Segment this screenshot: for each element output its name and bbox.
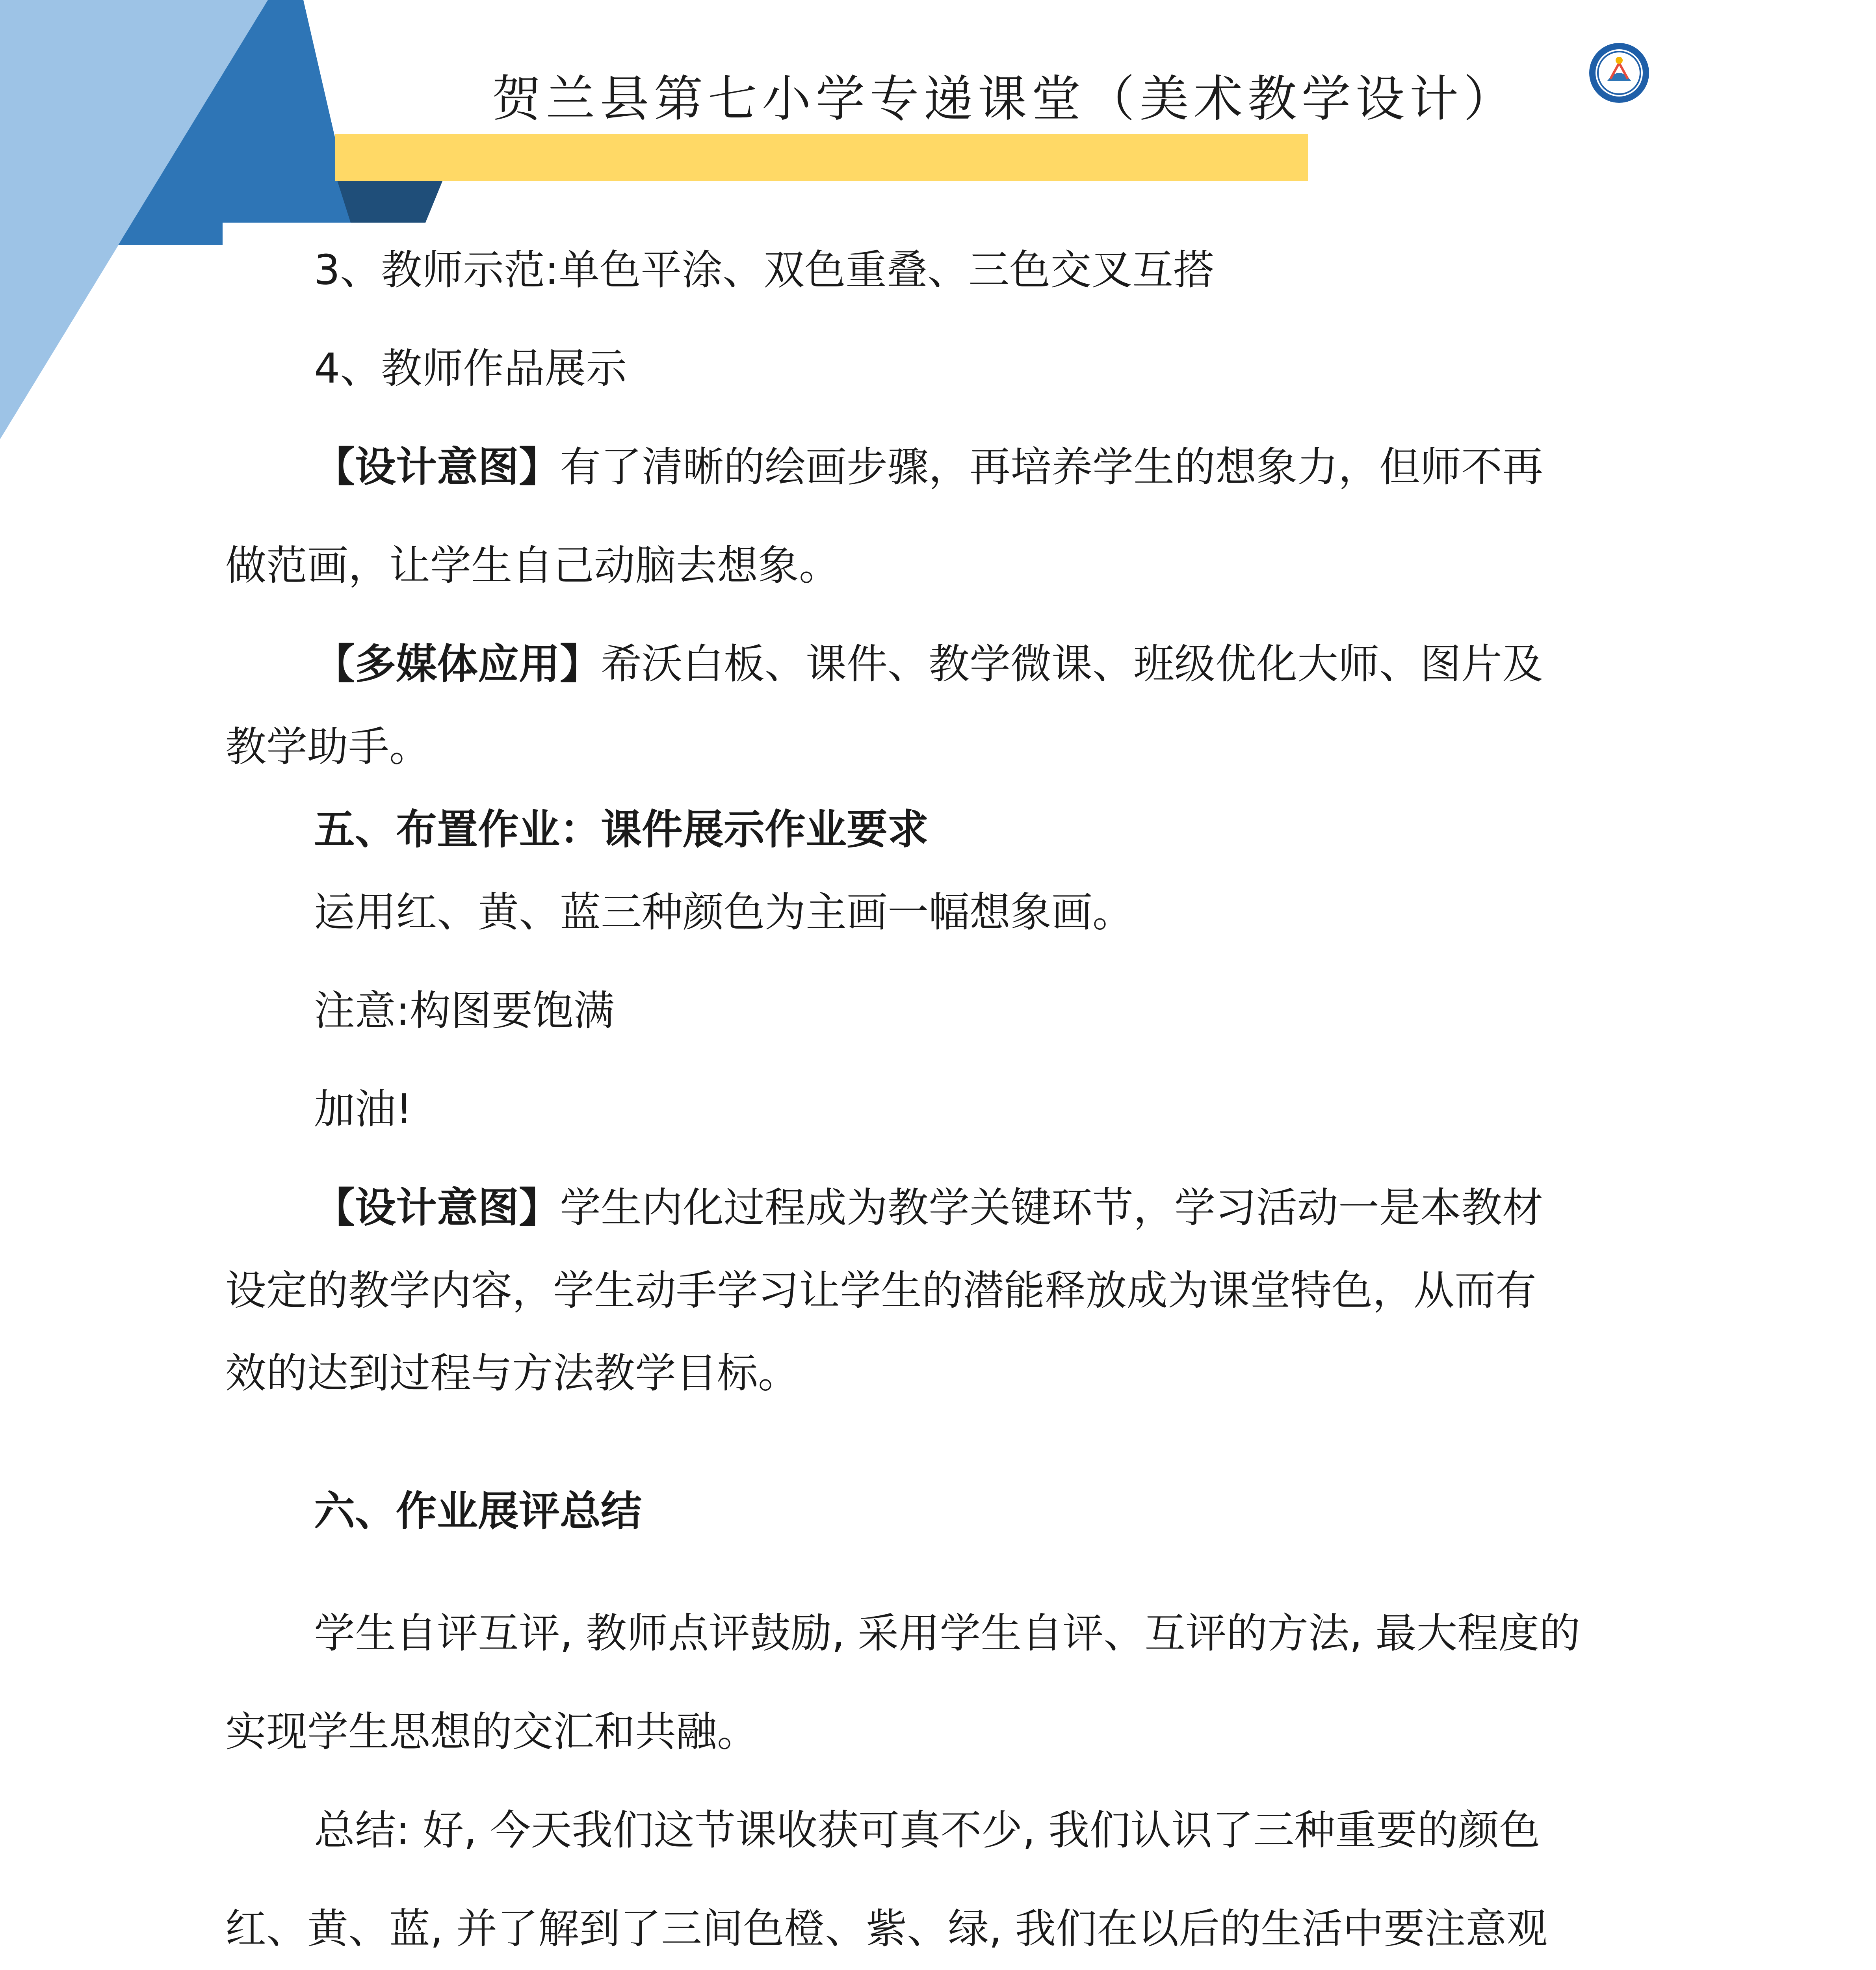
top-left-dark-accent	[337, 179, 443, 223]
header-yellow-bar	[335, 134, 1308, 181]
step-3-text: 3、教师示范:单色平涂、双色重叠、三色交叉互搭	[314, 246, 1215, 294]
homework-requirement: 运用红、黄、蓝三种颜色为主画一幅想象画。	[314, 888, 1134, 936]
multimedia-label: 【多媒体应用】	[314, 640, 601, 688]
page-title: 贺兰县第七小学专递课堂（美术教学设计）	[492, 71, 1518, 128]
design-intent-paragraph-1: 【设计意图】有了清晰的绘画步骤，再培养学生的想象力，但师不再	[314, 443, 1544, 491]
design-intent-label: 【设计意图】	[314, 1184, 560, 1232]
paragraph-line: 做范画，让学生自己动脑去想象。	[225, 541, 840, 589]
multimedia-paragraph: 【多媒体应用】希沃白板、课件、教学微课、班级优化大师、图片及	[314, 640, 1544, 688]
encouragement-text: 加油!	[314, 1085, 412, 1133]
section-heading-6: 六、作业展评总结	[314, 1487, 642, 1535]
step-4-text: 4、教师作品展示	[314, 344, 627, 392]
design-intent-paragraph-2: 【设计意图】学生内化过程成为教学关键环节，学习活动一是本教材	[314, 1184, 1544, 1232]
section-heading-5: 五、布置作业：课件展示作业要求	[314, 805, 929, 853]
homework-note: 注意:构图要饱满	[314, 987, 615, 1035]
summary-paragraph: 总结: 好, 今天我们这节课收获可真不少, 我们认识了三种重要的颜色	[314, 1806, 1540, 1854]
paragraph-line: 效的达到过程与方法教学目标。	[225, 1349, 799, 1397]
paragraph-line: 实现学生思想的交汇和共融。	[225, 1708, 758, 1756]
design-intent-label: 【设计意图】	[314, 443, 560, 491]
evaluation-paragraph: 学生自评互评, 教师点评鼓励, 采用学生自评、互评的方法, 最大程度的	[314, 1609, 1581, 1657]
paragraph-line: 红、黄、蓝, 并了解到了三间色橙、紫、绿, 我们在以后的生活中要注意观	[225, 1905, 1548, 1953]
school-emblem-icon	[1588, 41, 1651, 104]
paragraph-line: 设定的教学内容，学生动手学习让学生的潜能释放成为课堂特色，从而有	[225, 1266, 1537, 1314]
paragraph-line: 教学助手。	[225, 723, 431, 771]
